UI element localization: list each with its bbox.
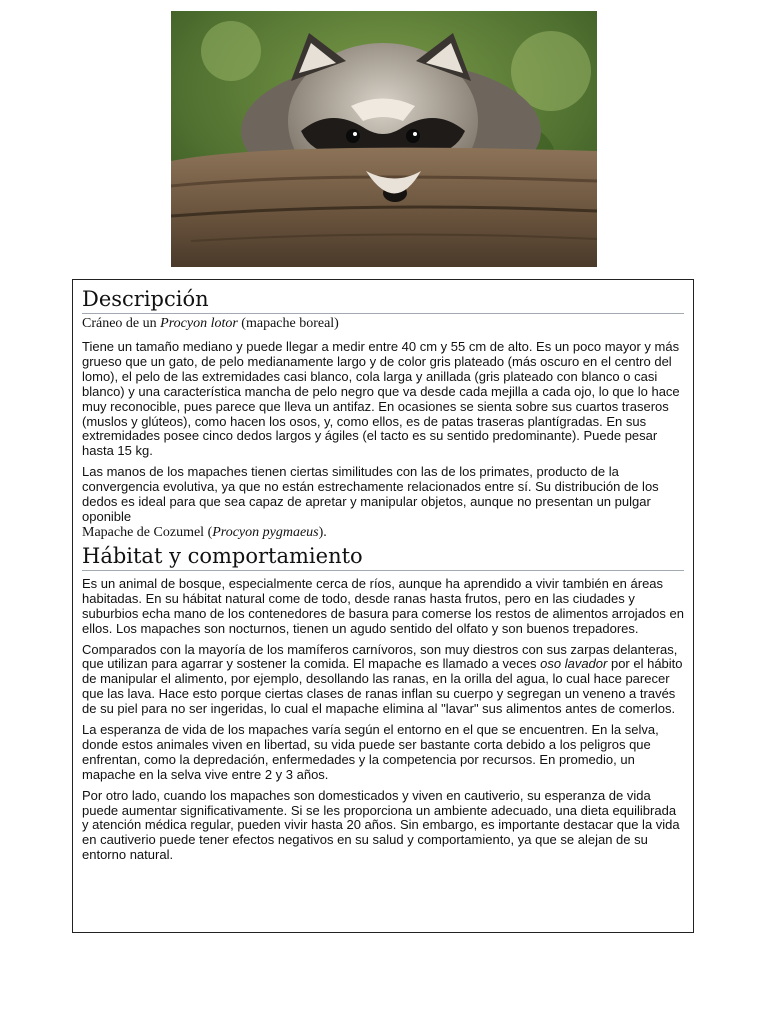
paragraph <box>82 643 684 718</box>
caption-text: Cráneo de un <box>82 316 161 331</box>
image-caption-cozumel <box>82 525 684 541</box>
paragraph-text: Comparados con la mayoría de los mamíferos carnívoros, son muy diestros con sus zarpas delanteras, que utilizan para agarrar y sostener la comida. El mapache es llamado a veces <box>82 641 678 672</box>
caption-species: Procyon lotor <box>160 316 238 331</box>
section-heading-habitat: Hábitat y comportamiento <box>82 543 684 571</box>
caption-text: Mapache de Cozumel ( <box>82 524 213 540</box>
paragraph-italic: oso lavador <box>540 656 608 672</box>
caption-species: Procyon pygmaeus <box>212 524 319 540</box>
image-caption-skull <box>82 316 684 332</box>
raccoon-photo <box>171 11 597 267</box>
paragraph: Es un animal de bosque, especialmente cerca de ríos, aunque ha aprendido a vivir también en áreas habitadas. En su hábitat natural come de todo, desde ranas hasta frutos, pero en las ciudades y suburbios echa mano de los contenedores de basura para comerse los restos de alimentos arrojados en ellos. Los mapaches son nocturnos, tienen un agudo sentido del olfato y son buenos trepadores. <box>82 575 684 636</box>
caption-text: ). <box>318 524 327 540</box>
section-heading-descripcion: Descripción <box>82 286 684 314</box>
paragraph-text: por el hábito de manipular el alimento, por ejemplo, desollando las ranas, en la orilla del agua, lo cual hace parecer que las lava. Hace esto porque ciertas clases de ranas inflan su cuerpo y segregan un veneno a través de su piel para no ser ingeridas, lo cual el mapache elimina al "lavar" sus alimentos antes de comerlos. <box>82 656 683 717</box>
paragraph: Tiene un tamaño mediano y puede llegar a medir entre 40 cm y 55 cm de alto. Es un poco mayor y más grueso que un gato, de pelo medianamente largo y de color gris plateado (más oscuro en el centro del lomo), el pelo de las extremidades casi blanco, cola larga y anillada (gris plateado con blanco o casi blanco) y una característica mancha de pelo negro que va desde cada mejilla a cada ojo, lo que lo hace muy reconocible, pues parece que lleva un antifaz. En ocasiones se sienta sobre sus cuartos traseros (muslos y glúteos), como hacen los osos, y, como ellos, es de patas traseras plantígradas. En sus extremidades posee cinco dedos largos y ágiles (el tacto es su sentido predominante). Puede pesar hasta 15 kg. <box>82 339 680 459</box>
paragraph: Por otro lado, cuando los mapaches son domesticados y viven en cautiverio, su esperanza de vida puede aumentar significativamente. Si se les proporciona un ambiente adecuado, una dieta equilibrada y atención médica regular, pueden vivir hasta 20 años. Sin embargo, es importante destacar que la vida en cautiverio puede tener efectos negativos en su salud y comportamiento, ya que se alejan de su entorno natural. <box>82 787 680 863</box>
caption-text: (mapache boreal) <box>237 316 339 331</box>
article-box <box>72 279 694 933</box>
paragraph: Las manos de los mapaches tienen ciertas similitudes con las de los primates, producto de la convergencia evolutiva, ya que no están estrechamente relacionados entre sí. Su distribución de los dedos es ideal para que sea capaz de apretar y manipular objetos, aunque no presentan un pulgar oponible <box>82 464 659 524</box>
paragraph: La esperanza de vida de los mapaches varía según el entorno en el que se encuentren. En la selva, donde estos animales viven en libertad, su vida puede ser bastante corta debido a los peligros que enfrentan, como la depredación, enfermedades y la competencia por recursos. En promedio, un mapache en la selva vive entre 2 y 3 años. <box>82 722 659 782</box>
